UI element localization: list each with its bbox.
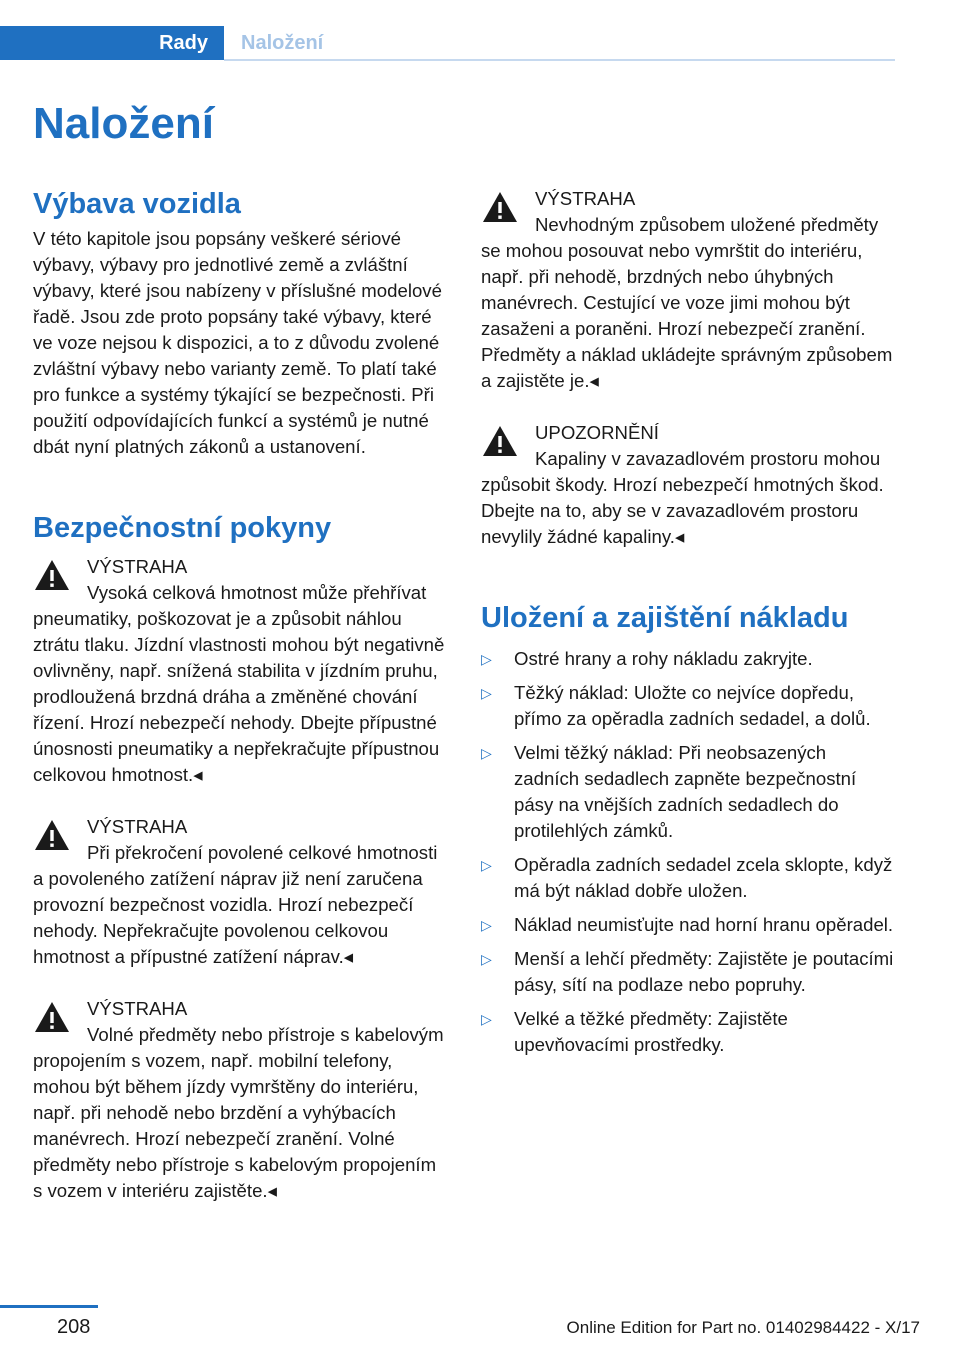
equipment-text: V této kapitole jsou popsány veškeré sériové výbavy, výbavy pro jednotlivé země a zvláštní výbavy, které jsou nabízeny v příslušné modelové řadě. Jsou zde proto popsány také výbavy, které ve voze nejsou k dispozici, a to z důvodu zvolené zvláštní výbavy nebo varianty země. To platí také pro funkce a systémy týkající se bezpečnosti. Při použití odpovídajících funkcí a systémů je nutné dbát nyní platných zákonů a ustanovení. [33,228,442,457]
list-item [481,740,896,844]
warning-text: Nevhodným způsobem uložené předměty se mohou posouvat nebo vymrštit do interiéru, např. při nehodě, brzdných nebo úhybných manévrech. Cestující ve voze jimi mohou být zasaženi a poraněni. Hrozí nebezpečí zranění. Předměty a náklad ukládejte správným způsobem a zajistěte je.◂ [481,214,893,391]
list-item-text: Opěradla zadních sedadel zcela sklopte, když má být náklad dobře uložen. [514,854,893,901]
warning-block [33,996,448,1204]
list-item-text: Velmi těžký náklad: Při neobsazených zadních sedadlech zapněte bezpečnostní pásy na vnějších zadních sedadlech do protilehlých zámků. [514,742,857,841]
list-item-text: Těžký náklad: Uložte co nejvíce dopředu, přímo za opěradla zadních sedadel, a dolů. [514,682,871,729]
list-item [481,912,896,938]
list-item [481,1006,896,1058]
heading-safety: Bezpečnostní pokyny [33,512,332,544]
list-item [481,852,896,904]
list-item-text: Velké a těžké předměty: Zajistěte upevňovacími prostředky. [514,1008,788,1055]
warning-text: Vysoká celková hmotnost může přehřívat pneumatiky, poškozovat je a způsobit náhlou ztrátu tlaku. Jízdní vlastnosti mohou být negativně ovlivněny, např. snížená stabilita v jízdním pruhu, prodloužená brzdná dráha a změněné chování řízení. Hrozí nebezpečí nehody. Dbejte přípustné únosnosti pneumatiky a nepřekračujte přípustnou celkovou hmotnost.◂ [33,582,445,785]
right-column [481,186,896,1066]
list-item-text: Ostré hrany a rohy nákladu zakryjte. [514,648,813,669]
tab-nalozeni-label: Naložení [241,31,324,54]
warning-heading: VÝSTRAHA [87,998,188,1019]
storage-list [481,646,896,1058]
page-number: 208 [57,1316,91,1338]
list-item-text: Menší a lehčí předměty: Zajistěte je poutacími pásy, sítí na podlaze nebo popruhy. [514,948,894,995]
warning-text: Volné předměty nebo přístroje s kabelovým propojením s vozem, např. mobilní telefony, mohou být během jízdy vymrštěny do interiéru, např. při nehodě nebo brzdění a vyhýbacích manévrech. Hrozí nebezpečí zranění. Volné předměty nebo přístroje s kabelovým propojením s vozem v interiéru zajistěte.◂ [33,1024,444,1201]
header [0,26,895,62]
footer-rule [0,1305,98,1308]
list-item-text: Náklad neumisťujte nad horní hranu opěradel. [514,914,894,935]
warning-heading: VÝSTRAHA [87,816,188,837]
notice-text: Kapaliny v zavazadlovém prostoru mohou způsobit škody. Hrozí nebezpečí hmotných škod. Dbejte na to, aby se v zavazadlovém prostoru nevylily žádné kapaliny.◂ [481,448,884,547]
triangle-bullet-icon: ▷ [481,651,492,667]
warning-triangle-icon [481,190,519,224]
tab-rady[interactable] [0,26,224,60]
warning-block [33,554,448,788]
heading-equipment: Výbava vozidla [33,188,241,220]
list-item [481,646,896,672]
warning-triangle-icon [33,1000,71,1034]
heading-storage: Uložení a zajištění nákladu [481,602,849,634]
tab-nalozeni[interactable] [241,26,323,60]
triangle-bullet-icon: ▷ [481,745,492,761]
warning-block [481,186,896,394]
tab-rady-label: Rady [159,31,208,54]
warning-text: Při překročení povolené celkové hmotnosti a povoleného zatížení náprav již není zaručena provozní bezpečnost vozidla. Hrozí nebezpečí nehody. Nepřekračujte povolenou celkovou hmotnost a přípustné zatížení náprav.◂ [33,842,438,967]
warning-heading: VÝSTRAHA [535,188,636,209]
warning-triangle-icon [33,818,71,852]
page-title: Naložení [33,99,214,148]
triangle-bullet-icon: ▷ [481,917,492,933]
header-divider [224,59,895,61]
warning-block [33,814,448,970]
warning-triangle-icon [33,558,71,592]
left-column [33,186,448,1204]
edition-info: Online Edition for Part no. 01402984422 - X/17 [566,1318,920,1337]
list-item [481,680,896,732]
notice-block [481,420,896,550]
warning-heading: VÝSTRAHA [87,556,188,577]
triangle-bullet-icon: ▷ [481,685,492,701]
triangle-bullet-icon: ▷ [481,1011,492,1027]
warning-triangle-icon [481,424,519,458]
triangle-bullet-icon: ▷ [481,857,492,873]
triangle-bullet-icon: ▷ [481,951,492,967]
list-item [481,946,896,998]
notice-heading: UPOZORNĚNÍ [535,422,659,443]
